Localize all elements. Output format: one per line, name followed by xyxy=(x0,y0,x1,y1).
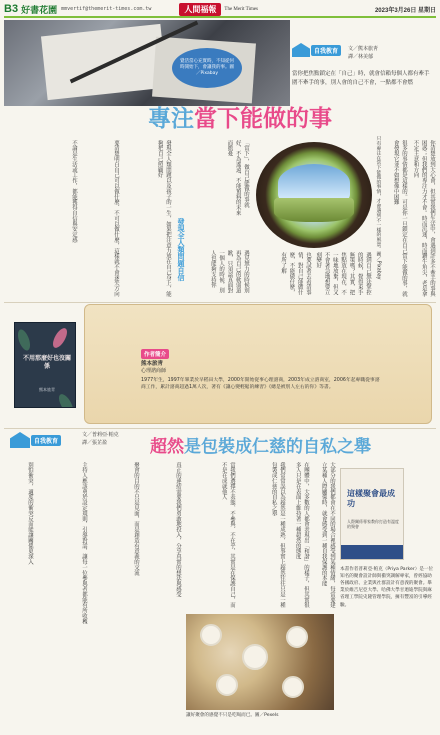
flower-shape xyxy=(50,326,70,350)
pull-quote: 發現全人類問題自信 xyxy=(177,218,185,281)
divider xyxy=(4,302,436,303)
author-role: 心理諮商師 xyxy=(141,368,167,374)
cover-band xyxy=(341,545,403,559)
newspaper-logo-en: The Merit Times xyxy=(224,6,259,12)
translator: 譯／林美郁 xyxy=(348,53,374,60)
body-column: 不論是生活或工作，都能獲得自信與安定感 xyxy=(71,140,77,243)
house-icon xyxy=(292,43,310,57)
body-column: 我們常常誤以為超然是一種成熟，但事實上超然往往只是一種包裝成仁慈的自私之舉 xyxy=(270,462,285,608)
divider xyxy=(4,428,436,429)
plate-shape xyxy=(200,624,222,646)
photo-caption: 讓好聚會的感覺不只是吃喝而已。圖／Pexels xyxy=(186,713,279,718)
body-column: 聚會的目的不只是見面，而是創造有意義的交流 xyxy=(133,462,139,576)
plate-shape xyxy=(242,644,268,670)
landscape-photo xyxy=(256,142,372,248)
field-shape xyxy=(274,198,354,222)
column-label: 自我教育 xyxy=(31,435,61,446)
plate-shape xyxy=(282,676,304,698)
column-label: 自我教育 xyxy=(311,45,341,56)
headline xyxy=(148,100,332,133)
body-column: 發現全人類問題以及孩子的一生，如果把注意力放在自己身上，能夠把自己照顧好 xyxy=(156,140,171,297)
byline xyxy=(348,46,378,61)
byline xyxy=(82,432,119,447)
headline-part-b: 是包裝成仁慈的自私之舉 xyxy=(184,437,371,457)
book-title: 不用那麼好也沒關係 xyxy=(22,355,71,370)
paper-shape xyxy=(41,24,167,100)
book-cover[interactable] xyxy=(14,322,76,408)
translator: 譯／張芷盈 xyxy=(82,439,108,446)
author: 文／熊本旅靑 xyxy=(348,46,379,52)
author-bio: 1977年生，1997年畢業於早稻田大學，2000年開始從事心理諮商，2003年成立諮商室，2006年起專職從事諮商工作，累計諮商超過1萬人次，著有《讓心變輕鬆的練習》《總是被別人左右的你》等書。 xyxy=(141,378,380,391)
headline-part-b: 當下能做的事 xyxy=(194,106,332,132)
body-column: 也要試著去看清事情，對自己能做什麼，不能做什麼，有所了解 xyxy=(280,252,311,296)
headline xyxy=(150,432,371,457)
issue-date: 2023年3月26日 星期日 xyxy=(374,7,436,14)
photo-caption: 覺活當心充實時，不知從何時開始下，會讓我的事。圖／Pixabay xyxy=(172,48,242,88)
leaf-shape xyxy=(56,392,76,408)
book-author: 熊本旅靑 xyxy=(39,387,55,392)
page-header xyxy=(4,2,436,18)
column-badge xyxy=(10,432,61,448)
newspaper-logo: 人間福報 xyxy=(179,3,221,16)
sky-shape xyxy=(278,164,350,202)
column-badge xyxy=(292,43,341,57)
body-column: 遇見無力的時候別再為自己的軟弱道歉，只須認真面對一個人的時候，別人也能夠支持你 xyxy=(209,250,249,294)
body-column: 大部分的我們都會在不同的場合裡感受到某種情緒，每當要建立某種人際關係時，就會感受到一種自我保護的本能 xyxy=(320,462,335,608)
body-column: 你清楚放到大心會，但其實我們生活中，會遇到許多不牽手的事與困惑；但我們的專注力才不會。時而沉迷，時而鑽牛角尖，老是拿不定主意和方向 xyxy=(412,140,435,297)
dinner-photo xyxy=(186,614,334,710)
body-column: 要清楚明白自己可以做什麼、不可以做什麼，這樣就不會迷失方向 xyxy=(113,140,119,297)
plate-shape xyxy=(216,674,238,696)
body-column: 遇到自己無法掌控的時候，覺得束手無策嗎？其實，把焦點放在現在，不一味地放棄，但又不會著急地想要立刻變好 xyxy=(315,252,371,296)
author-bio-panel xyxy=(84,304,432,424)
body-column: 真正的連結需要我們勇敢地投入，分享真實的想法與感受 xyxy=(175,462,181,597)
body-column: 很多的事情都是這樣的。可是你一旦鎖定在自己當下能做的事，就會發現它並不如想像中困難 xyxy=(392,140,407,297)
desk-photo xyxy=(4,20,290,106)
body-column: 在團體中，大多數的人都會表現出「和諧」的樣子，但其實很多人只是在表面上維持著一種超然的態度 xyxy=(294,462,309,608)
headline-part-a: 超然 xyxy=(150,437,184,457)
author-name: 熊本旅靑 xyxy=(141,361,164,367)
headline-part-a: 專注 xyxy=(148,106,194,132)
body-column: 別怕衝突，適度的衝突反而能讓關係更深入 xyxy=(27,462,33,565)
section-url[interactable]: mmvertif@themerit-times.com.tw xyxy=(61,6,152,12)
leaf-shape xyxy=(16,328,33,352)
plate-shape xyxy=(286,626,308,648)
book-subtitle: 人際關係專家教你打造有溫度的聚會 xyxy=(347,519,399,530)
author: 文／普莉亞·帕克 xyxy=(82,432,119,438)
house-icon xyxy=(10,432,30,448)
body-column: 主持人應該勇於設定規則，引導對話，讓每一位參與者都能有所收穫 xyxy=(81,462,87,624)
page-number: B3 xyxy=(4,3,19,15)
book-title: 這樣聚會最成功 xyxy=(347,489,395,508)
book-cover[interactable] xyxy=(340,468,404,560)
body-column: 當我們選擇不表態、不參與、不在乎，其實是在保護自己，而不是在成就他人 xyxy=(220,462,235,608)
bio-tag: 作者簡介 xyxy=(141,349,169,359)
article-intro: 當你把焦點鎖定在「自己」時，就會信賴每個人都有牽手圍不牽手的事，別人會的自己不會，一點都不會燃 xyxy=(292,71,430,86)
section-name: 好書花園 xyxy=(21,5,58,16)
author-bio: 本書作者普莉亞·帕克（Priya Parker）是一位知名的聚會設計師與衝突調解專家，曾經協助各國政府、企業與社群設計有意義的聚會。畢業於維吉尼亞大學、哈佛大學甘迺迪學院與麻省理工學院史隆管理學院，擁有豐富的引導經驗。 xyxy=(340,567,434,608)
photo-caption: 只有專注在當下能做的事情，才會遇到不一樣的風景。圖／Pixabay xyxy=(375,136,381,280)
body-column: 「當下」，做自己能做的事就好，不為遙遠、不能預料的未來而擔憂 xyxy=(226,140,249,216)
